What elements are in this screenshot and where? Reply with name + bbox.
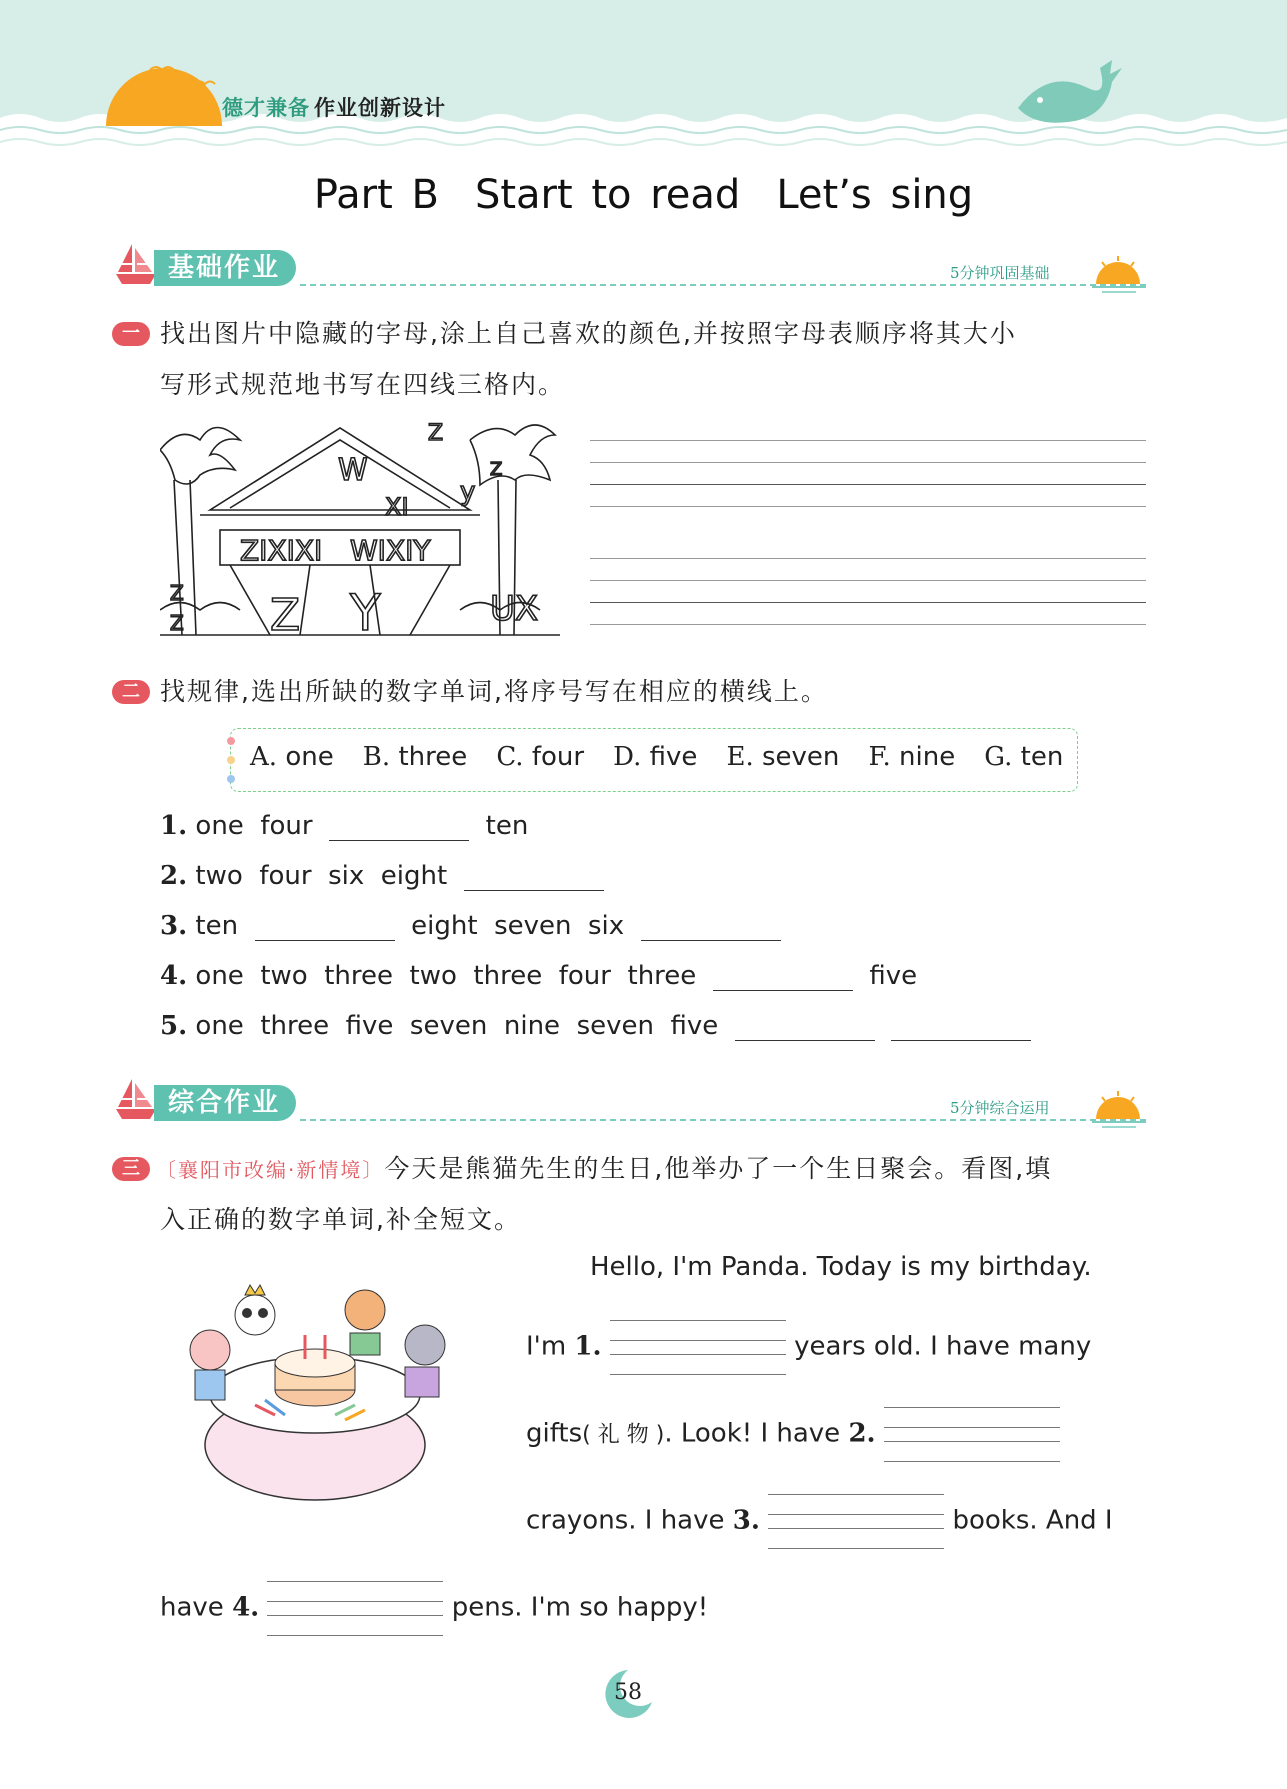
blank-2[interactable] (464, 860, 604, 891)
options-list (250, 742, 1087, 772)
option-e: E. seven (726, 742, 840, 772)
passage-line-2: I'm 1. years old. I have many (526, 1318, 1146, 1376)
svg-text:UX: UX (490, 589, 539, 629)
svg-text:XI: XI (385, 493, 409, 521)
blank-1[interactable] (329, 810, 469, 841)
question-3-text-line2: 入正确的数字单词,补全短文。 (160, 1205, 521, 1234)
svg-text:y: y (460, 477, 476, 507)
svg-text:Z: Z (490, 459, 503, 480)
section-combined-note: 5分钟综合运用 (950, 1099, 1050, 1117)
option-a: A. one (250, 742, 334, 772)
option-b: B. three (362, 742, 468, 772)
brand-title: 德才兼备 作业创新设计 (222, 96, 446, 120)
section-basic-label: 基础作业 (154, 250, 296, 286)
option-f: F. nine (868, 742, 956, 772)
header-decoration (0, 0, 1287, 160)
answer-blank-2[interactable] (884, 1405, 1060, 1463)
svg-text:Z: Z (170, 611, 184, 635)
title-part: Part B (313, 172, 439, 218)
question-2-number: 二 (112, 680, 150, 704)
sailboat-icon-2 (112, 1077, 160, 1121)
blank-5a[interactable] (735, 1010, 875, 1041)
section-basic-note: 5分钟巩固基础 (950, 264, 1050, 282)
passage-line-4: crayons. I have 3. books. And I (526, 1492, 1146, 1550)
blank-4[interactable] (713, 960, 853, 991)
sailboat-icon (112, 242, 160, 286)
answer-blank-1[interactable] (610, 1318, 786, 1376)
item-1: 1. one four ten (160, 811, 529, 841)
svg-text:Z: Z (170, 581, 184, 605)
treehouse-illustration (160, 420, 560, 640)
question-1-text-line1: 找出图片中隐藏的字母,涂上自己喜欢的颜色,并按照字母表顺序将其大小 (160, 319, 1017, 348)
dots-icon (224, 734, 238, 786)
svg-text:ZIXIXI: ZIXIXI (240, 534, 323, 567)
title-sub1: Start to read (474, 172, 741, 218)
option-g: G. ten (984, 742, 1064, 772)
item-5: 5. one three five seven nine seven five (160, 1010, 1031, 1041)
question-3-number: 三 (112, 1157, 150, 1181)
option-c: C. four (496, 742, 585, 772)
question-1-number: 一 (112, 322, 150, 346)
question-3-source: 〔襄阳市改编·新情境〕 (156, 1158, 385, 1182)
blank-3a[interactable] (255, 910, 395, 941)
item-2: 2. two four six eight (160, 860, 604, 891)
item-3: 3. ten eight seven six (160, 910, 781, 941)
passage-line-3: gifts( 礼 物 ). Look! I have 2. (526, 1405, 1146, 1463)
svg-text:W: W (338, 453, 368, 488)
question-3-text-line1: 〔襄阳市改编·新情境〕今天是熊猫先生的生日,他举办了一个生日聚会。看图,填 (156, 1154, 1053, 1183)
svg-text:WIXIY: WIXIY (350, 534, 431, 567)
blank-5b[interactable] (891, 1010, 1031, 1041)
option-d: D. five (613, 742, 698, 772)
answer-blank-3[interactable] (768, 1492, 944, 1550)
section-combined-divider (300, 1119, 1146, 1121)
section-combined-label: 综合作业 (154, 1085, 296, 1121)
sun-icon-2 (1090, 1089, 1150, 1129)
question-2-text: 找规律,选出所缺的数字单词,将序号写在相应的横线上。 (160, 677, 828, 706)
question-1-text-line2: 写形式规范地书写在四线三格内。 (160, 370, 566, 399)
item-4: 4. one two three two three four three five (160, 961, 918, 991)
page-title (0, 172, 1287, 218)
svg-text:Z: Z (270, 590, 301, 640)
title-sub2: Let’s sing (776, 172, 974, 218)
section-basic-divider (300, 284, 1146, 286)
svg-text:Y: Y (350, 584, 381, 640)
passage-line-1: Hello, I'm Panda. Today is my birthday. (590, 1252, 1092, 1282)
sun-icon (1090, 254, 1150, 294)
answer-blank-4[interactable] (267, 1579, 443, 1637)
passage-line-5: have 4. pens. I'm so happy! (160, 1579, 708, 1637)
page-number: 58 (614, 1680, 642, 1705)
svg-text:Z: Z (428, 421, 444, 446)
birthday-party-illustration (165, 1275, 475, 1505)
blank-3b[interactable] (641, 910, 781, 941)
